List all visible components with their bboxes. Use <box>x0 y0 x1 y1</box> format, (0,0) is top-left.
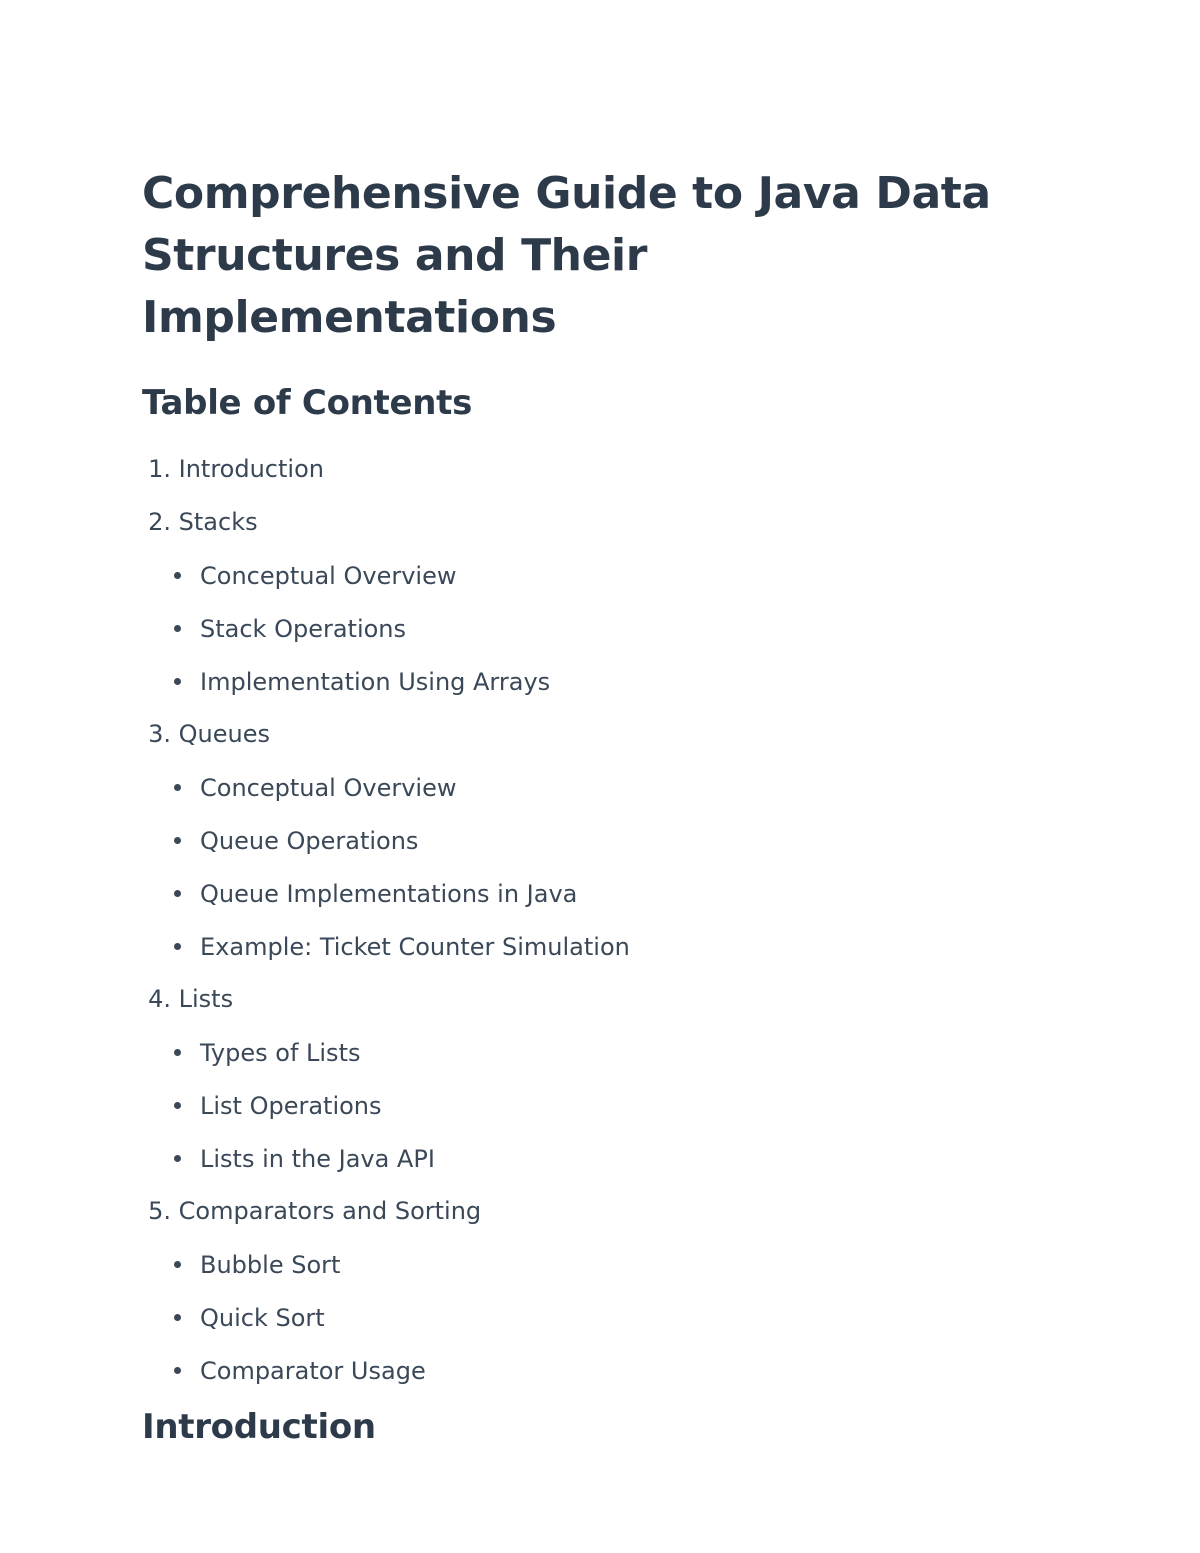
bullet-icon <box>174 1102 181 1109</box>
toc-subitem[interactable] <box>142 867 1042 920</box>
toc-subitem-label: Comparator Usage <box>200 1356 426 1385</box>
toc-subitem-label: Queue Operations <box>200 826 419 855</box>
toc-subitem[interactable] <box>142 1026 1042 1079</box>
toc-subitem[interactable] <box>142 1079 1042 1132</box>
toc-entry[interactable] <box>142 1185 1042 1238</box>
bullet-icon <box>174 784 181 791</box>
toc-subitem-label: Quick Sort <box>200 1303 325 1332</box>
toc-entry-label: Queues <box>178 720 270 748</box>
toc-subitem-label: List Operations <box>200 1091 382 1120</box>
toc-entry-number: 1. <box>148 455 171 483</box>
bullet-icon <box>174 837 181 844</box>
toc-subitem[interactable] <box>142 814 1042 867</box>
toc-entry-number: 4. <box>148 985 171 1013</box>
toc-sublist <box>142 1238 1042 1397</box>
toc-entry-number: 3. <box>148 720 171 748</box>
toc-subitem[interactable] <box>142 1344 1042 1397</box>
toc-subitem-label: Bubble Sort <box>200 1250 341 1279</box>
toc-subitem[interactable] <box>142 1238 1042 1291</box>
toc-entry[interactable] <box>142 443 1042 496</box>
bullet-icon <box>174 625 181 632</box>
toc-sublist <box>142 549 1042 708</box>
toc-subitem-label: Types of Lists <box>200 1038 361 1067</box>
bullet-icon <box>174 890 181 897</box>
table-of-contents <box>142 443 1042 1397</box>
toc-subitem[interactable] <box>142 1291 1042 1344</box>
toc-entry-number: 5. <box>148 1197 171 1225</box>
toc-entry-label: Lists <box>178 985 234 1013</box>
toc-entry-label: Comparators and Sorting <box>178 1197 482 1225</box>
toc-subitem[interactable] <box>142 761 1042 814</box>
bullet-icon <box>174 1261 181 1268</box>
toc-entry-label: Stacks <box>178 508 258 536</box>
toc-subitem-label: Stack Operations <box>200 614 407 643</box>
toc-subitem[interactable] <box>142 920 1042 973</box>
toc-subitem[interactable] <box>142 549 1042 602</box>
toc-subitem[interactable] <box>142 655 1042 708</box>
toc-item <box>142 443 1042 496</box>
toc-entry[interactable] <box>142 973 1042 1026</box>
toc-subitem-label: Lists in the Java API <box>200 1144 435 1173</box>
bullet-icon <box>174 1367 181 1374</box>
toc-sublist <box>142 761 1042 973</box>
toc-item <box>142 708 1042 973</box>
toc-entry-number: 2. <box>148 508 171 536</box>
toc-item <box>142 1185 1042 1397</box>
toc-entry-label: Introduction <box>178 455 324 483</box>
toc-subitem-label: Conceptual Overview <box>200 773 457 802</box>
toc-item <box>142 973 1042 1185</box>
bullet-icon <box>174 1155 181 1162</box>
toc-heading: Table of Contents <box>142 383 473 423</box>
bullet-icon <box>174 1049 181 1056</box>
bullet-icon <box>174 572 181 579</box>
toc-entry[interactable] <box>142 496 1042 549</box>
introduction-heading: Introduction <box>142 1407 376 1447</box>
toc-subitem[interactable] <box>142 602 1042 655</box>
bullet-icon <box>174 678 181 685</box>
document-title: Comprehensive Guide to Java Data Structures and Their Implementations <box>142 168 991 343</box>
toc-subitem-label: Implementation Using Arrays <box>200 667 551 696</box>
toc-sublist <box>142 1026 1042 1185</box>
toc-subitem-label: Example: Ticket Counter Simulation <box>200 932 630 961</box>
toc-subitem[interactable] <box>142 1132 1042 1185</box>
toc-item <box>142 496 1042 708</box>
toc-subitem-label: Conceptual Overview <box>200 561 457 590</box>
document-page <box>142 163 1042 1449</box>
toc-entry[interactable] <box>142 708 1042 761</box>
toc-subitem-label: Queue Implementations in Java <box>200 879 578 908</box>
bullet-icon <box>174 1314 181 1321</box>
bullet-icon <box>174 943 181 950</box>
